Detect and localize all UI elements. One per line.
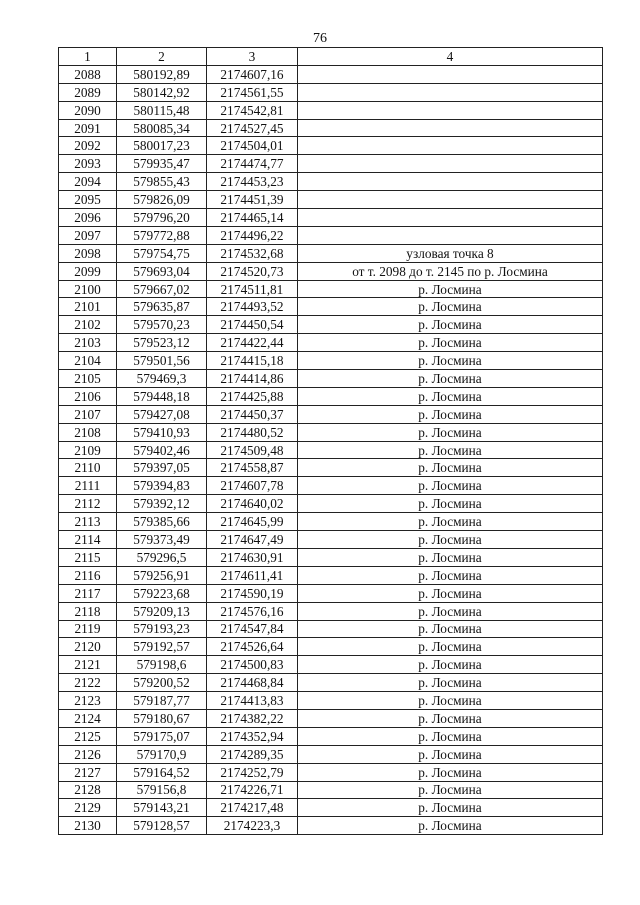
y-coordinate-cell: 2174450,37 (207, 405, 298, 423)
x-coordinate-cell: 579448,18 (117, 387, 207, 405)
table-row (59, 370, 603, 388)
x-coordinate-cell: 579796,20 (117, 209, 207, 227)
point-number-cell: 2108 (59, 423, 117, 441)
header-cell-3: 3 (207, 48, 298, 66)
y-coordinate-cell: 2174500,83 (207, 656, 298, 674)
description-cell: р. Лосмина (298, 334, 603, 352)
y-coordinate-cell: 2174382,22 (207, 709, 298, 727)
y-coordinate-cell: 2174504,01 (207, 137, 298, 155)
table-row (59, 548, 603, 566)
description-cell: р. Лосмина (298, 495, 603, 513)
y-coordinate-cell: 2174607,78 (207, 477, 298, 495)
description-cell: р. Лосмина (298, 620, 603, 638)
point-number-cell: 2127 (59, 763, 117, 781)
point-number-cell: 2111 (59, 477, 117, 495)
x-coordinate-cell: 579523,12 (117, 334, 207, 352)
x-coordinate-cell: 580142,92 (117, 83, 207, 101)
y-coordinate-cell: 2174532,68 (207, 244, 298, 262)
x-coordinate-cell: 579501,56 (117, 352, 207, 370)
y-coordinate-cell: 2174413,83 (207, 692, 298, 710)
table-row (59, 477, 603, 495)
table-row (59, 566, 603, 584)
x-coordinate-cell: 580085,34 (117, 119, 207, 137)
table-row (59, 191, 603, 209)
point-number-cell: 2088 (59, 65, 117, 83)
table-row (59, 531, 603, 549)
x-coordinate-cell: 579170,9 (117, 745, 207, 763)
y-coordinate-cell: 2174422,44 (207, 334, 298, 352)
y-coordinate-cell: 2174474,77 (207, 155, 298, 173)
table-row (59, 692, 603, 710)
point-number-cell: 2091 (59, 119, 117, 137)
description-cell: от т. 2098 до т. 2145 по р. Лосмина (298, 262, 603, 280)
description-cell: р. Лосмина (298, 763, 603, 781)
point-number-cell: 2122 (59, 674, 117, 692)
point-number-cell: 2096 (59, 209, 117, 227)
description-cell: р. Лосмина (298, 423, 603, 441)
x-coordinate-cell: 579693,04 (117, 262, 207, 280)
point-number-cell: 2118 (59, 602, 117, 620)
table-header-row (59, 48, 603, 66)
description-cell: р. Лосмина (298, 674, 603, 692)
description-cell: р. Лосмина (298, 548, 603, 566)
y-coordinate-cell: 2174289,35 (207, 745, 298, 763)
table-row (59, 173, 603, 191)
y-coordinate-cell: 2174547,84 (207, 620, 298, 638)
y-coordinate-cell: 2174520,73 (207, 262, 298, 280)
x-coordinate-cell: 579164,52 (117, 763, 207, 781)
point-number-cell: 2112 (59, 495, 117, 513)
table-row (59, 513, 603, 531)
x-coordinate-cell: 579402,46 (117, 441, 207, 459)
y-coordinate-cell: 2174640,02 (207, 495, 298, 513)
description-cell (298, 155, 603, 173)
x-coordinate-cell: 579754,75 (117, 244, 207, 262)
description-cell: р. Лосмина (298, 727, 603, 745)
x-coordinate-cell: 579296,5 (117, 548, 207, 566)
x-coordinate-cell: 579193,23 (117, 620, 207, 638)
point-number-cell: 2098 (59, 244, 117, 262)
point-number-cell: 2101 (59, 298, 117, 316)
point-number-cell: 2121 (59, 656, 117, 674)
point-number-cell: 2092 (59, 137, 117, 155)
table-row (59, 209, 603, 227)
point-number-cell: 2130 (59, 817, 117, 835)
x-coordinate-cell: 579570,23 (117, 316, 207, 334)
table-row (59, 656, 603, 674)
x-coordinate-cell: 579200,52 (117, 674, 207, 692)
point-number-cell: 2123 (59, 692, 117, 710)
table-row (59, 316, 603, 334)
description-cell: р. Лосмина (298, 799, 603, 817)
y-coordinate-cell: 2174414,86 (207, 370, 298, 388)
x-coordinate-cell: 579392,12 (117, 495, 207, 513)
table-row (59, 83, 603, 101)
point-number-cell: 2089 (59, 83, 117, 101)
x-coordinate-cell: 579180,67 (117, 709, 207, 727)
y-coordinate-cell: 2174526,64 (207, 638, 298, 656)
y-coordinate-cell: 2174647,49 (207, 531, 298, 549)
point-number-cell: 2102 (59, 316, 117, 334)
table-body (59, 65, 603, 834)
y-coordinate-cell: 2174509,48 (207, 441, 298, 459)
description-cell: р. Лосмина (298, 656, 603, 674)
table-row (59, 495, 603, 513)
description-cell (298, 226, 603, 244)
x-coordinate-cell: 579156,8 (117, 781, 207, 799)
description-cell: р. Лосмина (298, 513, 603, 531)
x-coordinate-cell: 579198,6 (117, 656, 207, 674)
table-row (59, 65, 603, 83)
table-row (59, 101, 603, 119)
description-cell: р. Лосмина (298, 584, 603, 602)
description-cell (298, 137, 603, 155)
point-number-cell: 2107 (59, 405, 117, 423)
y-coordinate-cell: 2174645,99 (207, 513, 298, 531)
y-coordinate-cell: 2174607,16 (207, 65, 298, 83)
table-row (59, 226, 603, 244)
table-row (59, 423, 603, 441)
point-number-cell: 2099 (59, 262, 117, 280)
y-coordinate-cell: 2174425,88 (207, 387, 298, 405)
table-row (59, 674, 603, 692)
y-coordinate-cell: 2174252,79 (207, 763, 298, 781)
point-number-cell: 2106 (59, 387, 117, 405)
y-coordinate-cell: 2174561,55 (207, 83, 298, 101)
y-coordinate-cell: 2174493,52 (207, 298, 298, 316)
point-number-cell: 2119 (59, 620, 117, 638)
table-row (59, 817, 603, 835)
description-cell: р. Лосмина (298, 817, 603, 835)
description-cell: р. Лосмина (298, 280, 603, 298)
point-number-cell: 2114 (59, 531, 117, 549)
x-coordinate-cell: 579192,57 (117, 638, 207, 656)
y-coordinate-cell: 2174352,94 (207, 727, 298, 745)
description-cell: р. Лосмина (298, 781, 603, 799)
table-row (59, 799, 603, 817)
y-coordinate-cell: 2174217,48 (207, 799, 298, 817)
point-number-cell: 2103 (59, 334, 117, 352)
point-number-cell: 2126 (59, 745, 117, 763)
point-number-cell: 2095 (59, 191, 117, 209)
point-number-cell: 2129 (59, 799, 117, 817)
y-coordinate-cell: 2174451,39 (207, 191, 298, 209)
x-coordinate-cell: 580192,89 (117, 65, 207, 83)
description-cell: р. Лосмина (298, 405, 603, 423)
x-coordinate-cell: 579223,68 (117, 584, 207, 602)
x-coordinate-cell: 579397,05 (117, 459, 207, 477)
description-cell: р. Лосмина (298, 298, 603, 316)
y-coordinate-cell: 2174542,81 (207, 101, 298, 119)
description-cell (298, 83, 603, 101)
point-number-cell: 2104 (59, 352, 117, 370)
x-coordinate-cell: 579469,3 (117, 370, 207, 388)
description-cell: р. Лосмина (298, 370, 603, 388)
x-coordinate-cell: 579175,07 (117, 727, 207, 745)
table-row (59, 441, 603, 459)
table-row (59, 280, 603, 298)
point-number-cell: 2094 (59, 173, 117, 191)
x-coordinate-cell: 580115,48 (117, 101, 207, 119)
y-coordinate-cell: 2174611,41 (207, 566, 298, 584)
table-row (59, 298, 603, 316)
x-coordinate-cell: 579143,21 (117, 799, 207, 817)
table-row (59, 352, 603, 370)
description-cell: р. Лосмина (298, 709, 603, 727)
x-coordinate-cell: 579635,87 (117, 298, 207, 316)
description-cell: р. Лосмина (298, 745, 603, 763)
description-cell: р. Лосмина (298, 352, 603, 370)
description-cell: р. Лосмина (298, 441, 603, 459)
description-cell (298, 173, 603, 191)
description-cell: узловая точка 8 (298, 244, 603, 262)
description-cell: р. Лосмина (298, 638, 603, 656)
table-row (59, 119, 603, 137)
y-coordinate-cell: 2174226,71 (207, 781, 298, 799)
header-cell-1: 1 (59, 48, 117, 66)
description-cell: р. Лосмина (298, 566, 603, 584)
table-row (59, 584, 603, 602)
description-cell: р. Лосмина (298, 459, 603, 477)
header-cell-4: 4 (298, 48, 603, 66)
table-row (59, 709, 603, 727)
table-row (59, 602, 603, 620)
y-coordinate-cell: 2174480,52 (207, 423, 298, 441)
description-cell: р. Лосмина (298, 602, 603, 620)
x-coordinate-cell: 579209,13 (117, 602, 207, 620)
description-cell: р. Лосмина (298, 387, 603, 405)
x-coordinate-cell: 579256,91 (117, 566, 207, 584)
table-row (59, 745, 603, 763)
y-coordinate-cell: 2174223,3 (207, 817, 298, 835)
x-coordinate-cell: 579394,83 (117, 477, 207, 495)
table-row (59, 334, 603, 352)
y-coordinate-cell: 2174558,87 (207, 459, 298, 477)
point-number-cell: 2117 (59, 584, 117, 602)
point-number-cell: 2115 (59, 548, 117, 566)
point-number-cell: 2105 (59, 370, 117, 388)
point-number-cell: 2120 (59, 638, 117, 656)
table-row (59, 262, 603, 280)
description-cell (298, 191, 603, 209)
table-row (59, 155, 603, 173)
x-coordinate-cell: 580017,23 (117, 137, 207, 155)
coordinates-table (58, 47, 603, 835)
x-coordinate-cell: 579385,66 (117, 513, 207, 531)
table-row (59, 763, 603, 781)
point-number-cell: 2116 (59, 566, 117, 584)
point-number-cell: 2110 (59, 459, 117, 477)
table-row (59, 459, 603, 477)
point-number-cell: 2109 (59, 441, 117, 459)
table-row (59, 137, 603, 155)
y-coordinate-cell: 2174527,45 (207, 119, 298, 137)
x-coordinate-cell: 579187,77 (117, 692, 207, 710)
table-row (59, 387, 603, 405)
x-coordinate-cell: 579410,93 (117, 423, 207, 441)
point-number-cell: 2093 (59, 155, 117, 173)
y-coordinate-cell: 2174468,84 (207, 674, 298, 692)
x-coordinate-cell: 579855,43 (117, 173, 207, 191)
page-number: 76 (313, 31, 327, 46)
point-number-cell: 2128 (59, 781, 117, 799)
point-number-cell: 2100 (59, 280, 117, 298)
point-number-cell: 2113 (59, 513, 117, 531)
y-coordinate-cell: 2174576,16 (207, 602, 298, 620)
point-number-cell: 2125 (59, 727, 117, 745)
description-cell: р. Лосмина (298, 316, 603, 334)
table-row (59, 620, 603, 638)
description-cell (298, 101, 603, 119)
description-cell: р. Лосмина (298, 477, 603, 495)
y-coordinate-cell: 2174496,22 (207, 226, 298, 244)
y-coordinate-cell: 2174453,23 (207, 173, 298, 191)
table-row (59, 638, 603, 656)
table-row (59, 244, 603, 262)
x-coordinate-cell: 579826,09 (117, 191, 207, 209)
table-row (59, 781, 603, 799)
table-row (59, 405, 603, 423)
table-row (59, 727, 603, 745)
description-cell: р. Лосмина (298, 531, 603, 549)
x-coordinate-cell: 579667,02 (117, 280, 207, 298)
x-coordinate-cell: 579427,08 (117, 405, 207, 423)
x-coordinate-cell: 579772,88 (117, 226, 207, 244)
point-number-cell: 2124 (59, 709, 117, 727)
header-cell-2: 2 (117, 48, 207, 66)
y-coordinate-cell: 2174590,19 (207, 584, 298, 602)
y-coordinate-cell: 2174630,91 (207, 548, 298, 566)
x-coordinate-cell: 579935,47 (117, 155, 207, 173)
x-coordinate-cell: 579128,57 (117, 817, 207, 835)
description-cell (298, 119, 603, 137)
description-cell (298, 65, 603, 83)
y-coordinate-cell: 2174511,81 (207, 280, 298, 298)
y-coordinate-cell: 2174465,14 (207, 209, 298, 227)
y-coordinate-cell: 2174415,18 (207, 352, 298, 370)
description-cell (298, 209, 603, 227)
point-number-cell: 2090 (59, 101, 117, 119)
description-cell: р. Лосмина (298, 692, 603, 710)
y-coordinate-cell: 2174450,54 (207, 316, 298, 334)
point-number-cell: 2097 (59, 226, 117, 244)
x-coordinate-cell: 579373,49 (117, 531, 207, 549)
